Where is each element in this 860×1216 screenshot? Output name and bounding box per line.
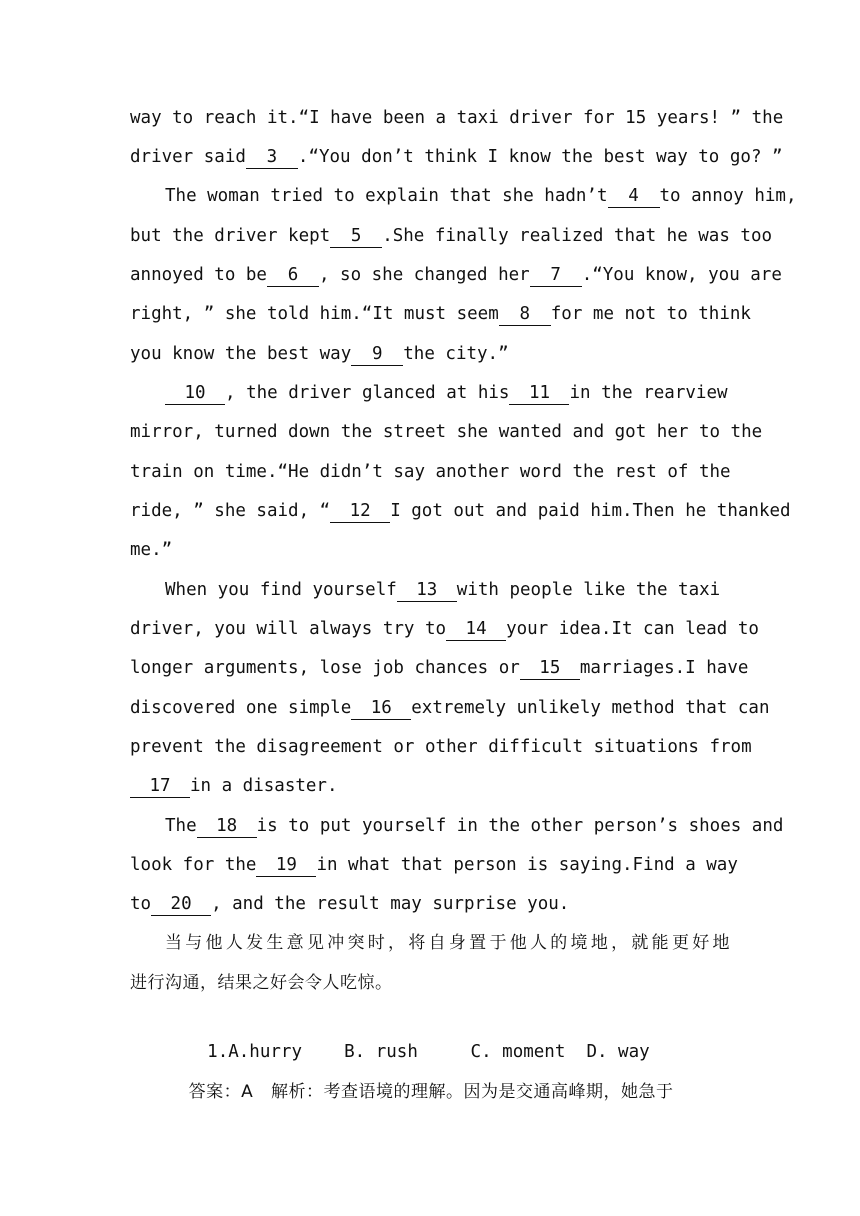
line-text: you know the best way xyxy=(130,344,352,364)
line-text: , so she changed her xyxy=(318,265,530,285)
line-text: .She finally realized that he was too xyxy=(382,226,773,246)
line-text: marriages.I have xyxy=(579,658,749,678)
line-text: to annoy him, xyxy=(659,186,797,206)
paragraph-start-line xyxy=(165,575,721,605)
line-text: 进行沟通，结果之好会令人吃惊。 xyxy=(130,973,393,993)
text-line xyxy=(130,693,770,723)
line-text: with people like the taxi xyxy=(456,580,721,600)
answer-blank: 5 xyxy=(330,225,382,248)
text-line xyxy=(130,653,749,683)
line-text: annoyed to be xyxy=(130,265,267,285)
answer-blank: 10 xyxy=(165,382,225,405)
answer-blank: 3 xyxy=(246,146,298,169)
line-text: look for the xyxy=(130,855,257,875)
answer-blank: 4 xyxy=(608,185,660,208)
answer-blank: 16 xyxy=(351,697,411,720)
line-text: the city.” xyxy=(403,344,509,364)
text-line xyxy=(130,889,730,919)
text-line xyxy=(130,850,738,880)
line-text: driver said xyxy=(130,147,246,167)
answer-explanation xyxy=(165,1047,730,1102)
answer-blank: 7 xyxy=(530,264,582,287)
line-text: I got out and paid him.Then he thanked xyxy=(390,501,791,521)
line-text: for me not to think xyxy=(550,304,751,324)
line-text: to xyxy=(130,894,152,914)
line-text: .“You know, you are xyxy=(581,265,782,285)
line-text: ride, ” she said, “ xyxy=(130,501,331,521)
line-text: right, ” she told him.“It must seem xyxy=(130,304,499,324)
answer-blank: 19 xyxy=(256,854,316,877)
line-text: mirror, turned down the street she wanted and got her to the xyxy=(130,422,763,442)
line-text: way to reach it.“I have been a taxi driver for 15 years! ” the xyxy=(130,108,784,128)
answer-blank: 13 xyxy=(397,579,457,602)
line-text: The xyxy=(165,816,197,836)
answer-blank: 6 xyxy=(267,264,319,287)
answer-blank: 20 xyxy=(151,893,211,916)
question-options xyxy=(165,1007,730,1062)
line-text: driver, you will always try to xyxy=(130,619,447,639)
text-line xyxy=(130,614,759,644)
text-line xyxy=(130,417,763,447)
text-line xyxy=(130,142,783,172)
answer-blank: 8 xyxy=(499,303,551,326)
text-line xyxy=(130,299,751,329)
chinese-summary-line xyxy=(165,928,730,958)
line-text: me.” xyxy=(130,540,173,560)
answer-blank: 14 xyxy=(446,618,506,641)
text-line xyxy=(130,221,773,251)
answer-blank: 18 xyxy=(197,815,257,838)
line-text: but the driver kept xyxy=(130,226,331,246)
text-line xyxy=(130,457,731,487)
answer-blank: 17 xyxy=(130,775,190,798)
line-text: discovered one simple xyxy=(130,698,352,718)
line-text: in the rearview xyxy=(569,383,728,403)
line-text: 当与他人发生意见冲突时，将自身置于他人的境地，就能更好地 xyxy=(165,933,730,953)
answer-blank: 11 xyxy=(509,382,569,405)
line-text: longer arguments, lose job chances or xyxy=(130,658,520,678)
line-text: , and the result may surprise you. xyxy=(211,894,570,914)
line-text: is to put yourself in the other person’s shoes and xyxy=(256,816,784,836)
text-line xyxy=(130,771,730,801)
line-text: extremely unlikely method that can xyxy=(411,698,770,718)
line-text: .“You don’t think I know the best way to go? ” xyxy=(297,147,783,167)
text-line xyxy=(130,103,784,133)
chinese-summary-line xyxy=(130,968,730,998)
answer-blank: 12 xyxy=(330,500,390,523)
line-text: 1.A.hurry B. rush C. moment D. way xyxy=(207,1042,650,1062)
line-text: When you find yourself xyxy=(165,580,397,600)
line-text: The woman tried to explain that she hadn’t xyxy=(165,186,608,206)
paragraph-start-line xyxy=(165,181,797,211)
text-line xyxy=(130,732,752,762)
line-text: 答案：A 解析：考查语境的理解。因为是交通高峰期，她急于 xyxy=(188,1082,674,1102)
line-text: in what that person is saying.Find a way xyxy=(316,855,738,875)
answer-blank: 15 xyxy=(520,657,580,680)
text-line xyxy=(130,535,730,565)
paragraph-start-line xyxy=(165,378,728,408)
line-text: in a disaster. xyxy=(190,776,338,796)
line-text: your idea.It can lead to xyxy=(506,619,759,639)
text-line xyxy=(130,496,791,526)
text-line xyxy=(130,339,730,369)
paragraph-start-line xyxy=(165,811,784,841)
text-line xyxy=(130,260,782,290)
line-text: prevent the disagreement or other difficult situations from xyxy=(130,737,752,757)
line-text: train on time.“He didn’t say another word the rest of the xyxy=(130,462,731,482)
line-text: , the driver glanced at his xyxy=(225,383,510,403)
answer-blank: 9 xyxy=(351,343,403,366)
